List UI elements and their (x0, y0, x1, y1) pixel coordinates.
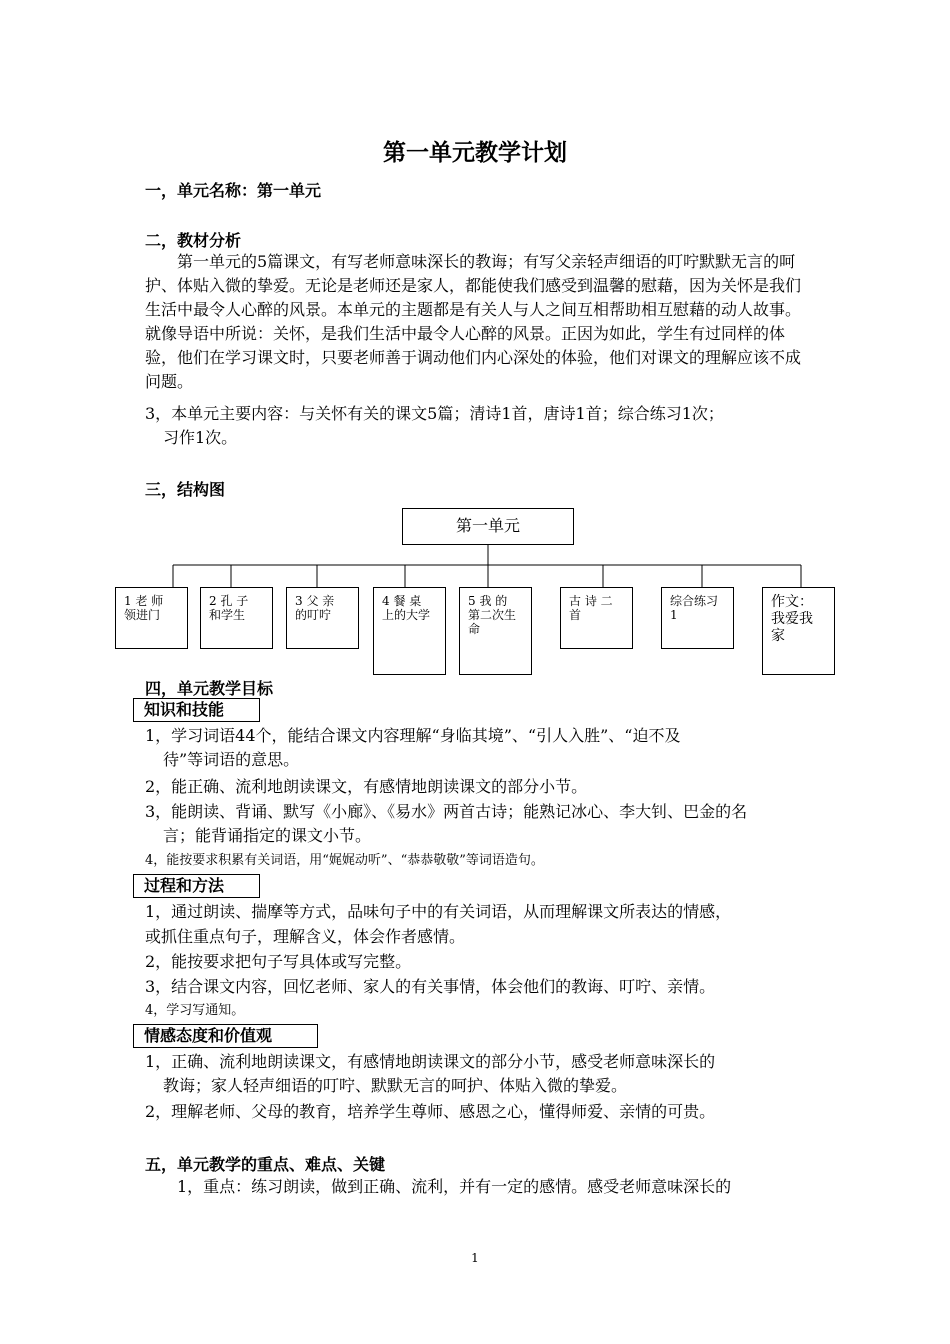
knowledge-item-3-cont: 言；能背诵指定的课文小节。 (163, 826, 372, 845)
process-item-1-cont: 或抓住重点句子，理解含义，体会作者感情。 (145, 927, 466, 946)
emotion-item-1: 1，正确、流利地朗读课文，有感情地朗读课文的部分小节，感受老师意味深长的 (145, 1052, 716, 1071)
key-points-item-1: 1，重点：练习朗读，做到正确、流利，并有一定的感情。感受老师意味深长的 (177, 1177, 732, 1196)
knowledge-item-1-cont: 待”等词语的意思。 (163, 750, 300, 769)
material-item-3: 3，本单元主要内容：与关怀有关的课文5篇；清诗1首，唐诗1首；综合练习1次； (145, 404, 724, 423)
material-analysis-paragraph: 第一单元的5篇课文，有写老师意味深长的教诲；有写父亲轻声细语的叮咛默默无言的呵护、体贴入微的挚爱。无论是老师还是家人，都能使我们感受到温馨的慰藉，因为关怀是我们生活中最令人心醉的风景。本单元的主题都是有关人与人之间互相帮助相互慰藉的动人故事。就像导语中所说：关怀，是我们生活中最令人心醉的风景。正因为如此，学生有过同样的体验，他们在学习课文时，只要老师善于调动他们内心深处的体验，他们对课文的理解应该不成问题。 (145, 252, 802, 391)
emotion-item-1-cont: 教诲；家人轻声细语的叮咛、默默无言的呵护、体贴入微的挚爱。 (163, 1076, 628, 1095)
diagram-node-7: 综合练习1 (661, 587, 734, 649)
emotion-item-2: 2，理解老师、父母的教育，培养学生尊师、感恩之心，懂得师爱、亲情的可贵。 (145, 1102, 716, 1121)
knowledge-item-3: 3，能朗读、背诵、默写《小廊》、《易水》两首古诗；能熟记冰心、李大钊、巴金的名 (145, 802, 748, 821)
diagram-node-6: 古 诗 二 首 (560, 587, 633, 649)
section-key-points-heading: 五，单元教学的重点、难点、关键 (145, 1155, 386, 1174)
process-item-2: 2，能按要求把句子写具体或写完整。 (145, 952, 412, 971)
emotion-values-label: 情感态度和价值观 (133, 1024, 318, 1048)
diagram-node-1: 1 老 师 领进门 (115, 587, 188, 649)
process-item-1: 1，通过朗读、揣摩等方式，品味句子中的有关词语，从而理解课文所表达的情感， (145, 902, 732, 921)
knowledge-item-2: 2，能正确、流利地朗读课文，有感情地朗读课文的部分小节。 (145, 777, 588, 796)
section-unit-name: 一，单元名称：第一单元 (145, 181, 322, 200)
section-structure-heading: 三，结构图 (145, 480, 226, 499)
material-item-3-cont: 习作1次。 (163, 428, 238, 447)
page-number: 1 (471, 1251, 479, 1265)
diagram-root-node: 第一单元 (402, 508, 574, 545)
process-item-4: 4，学习写通知。 (145, 1003, 245, 1018)
section-goals-heading: 四，单元教学目标 (145, 679, 274, 698)
diagram-node-4: 4 餐 桌 上的大学 (373, 587, 446, 675)
diagram-node-3: 3 父 亲 的叮咛 (286, 587, 359, 649)
diagram-node-2: 2 孔 子 和学生 (200, 587, 273, 649)
document-title: 第一单元教学计划 (383, 140, 567, 166)
knowledge-skills-label: 知识和技能 (133, 698, 260, 722)
diagram-node-8: 作文：我爱我家 (762, 587, 835, 675)
diagram-node-5: 5 我 的 第二次生命 (459, 587, 532, 675)
knowledge-item-4: 4，能按要求积累有关词语，用“娓娓动听”、“恭恭敬敬”等词语造句。 (145, 853, 544, 868)
process-item-3: 3，结合课文内容，回忆老师、家人的有关事情，体会他们的教诲、叮咛、亲情。 (145, 977, 716, 996)
section-material-heading: 二，教材分析 (145, 231, 242, 250)
process-methods-label: 过程和方法 (133, 874, 260, 898)
knowledge-item-1: 1，学习词语44个，能结合课文内容理解“身临其境”、“引人入胜”、“迫不及 (145, 726, 681, 745)
